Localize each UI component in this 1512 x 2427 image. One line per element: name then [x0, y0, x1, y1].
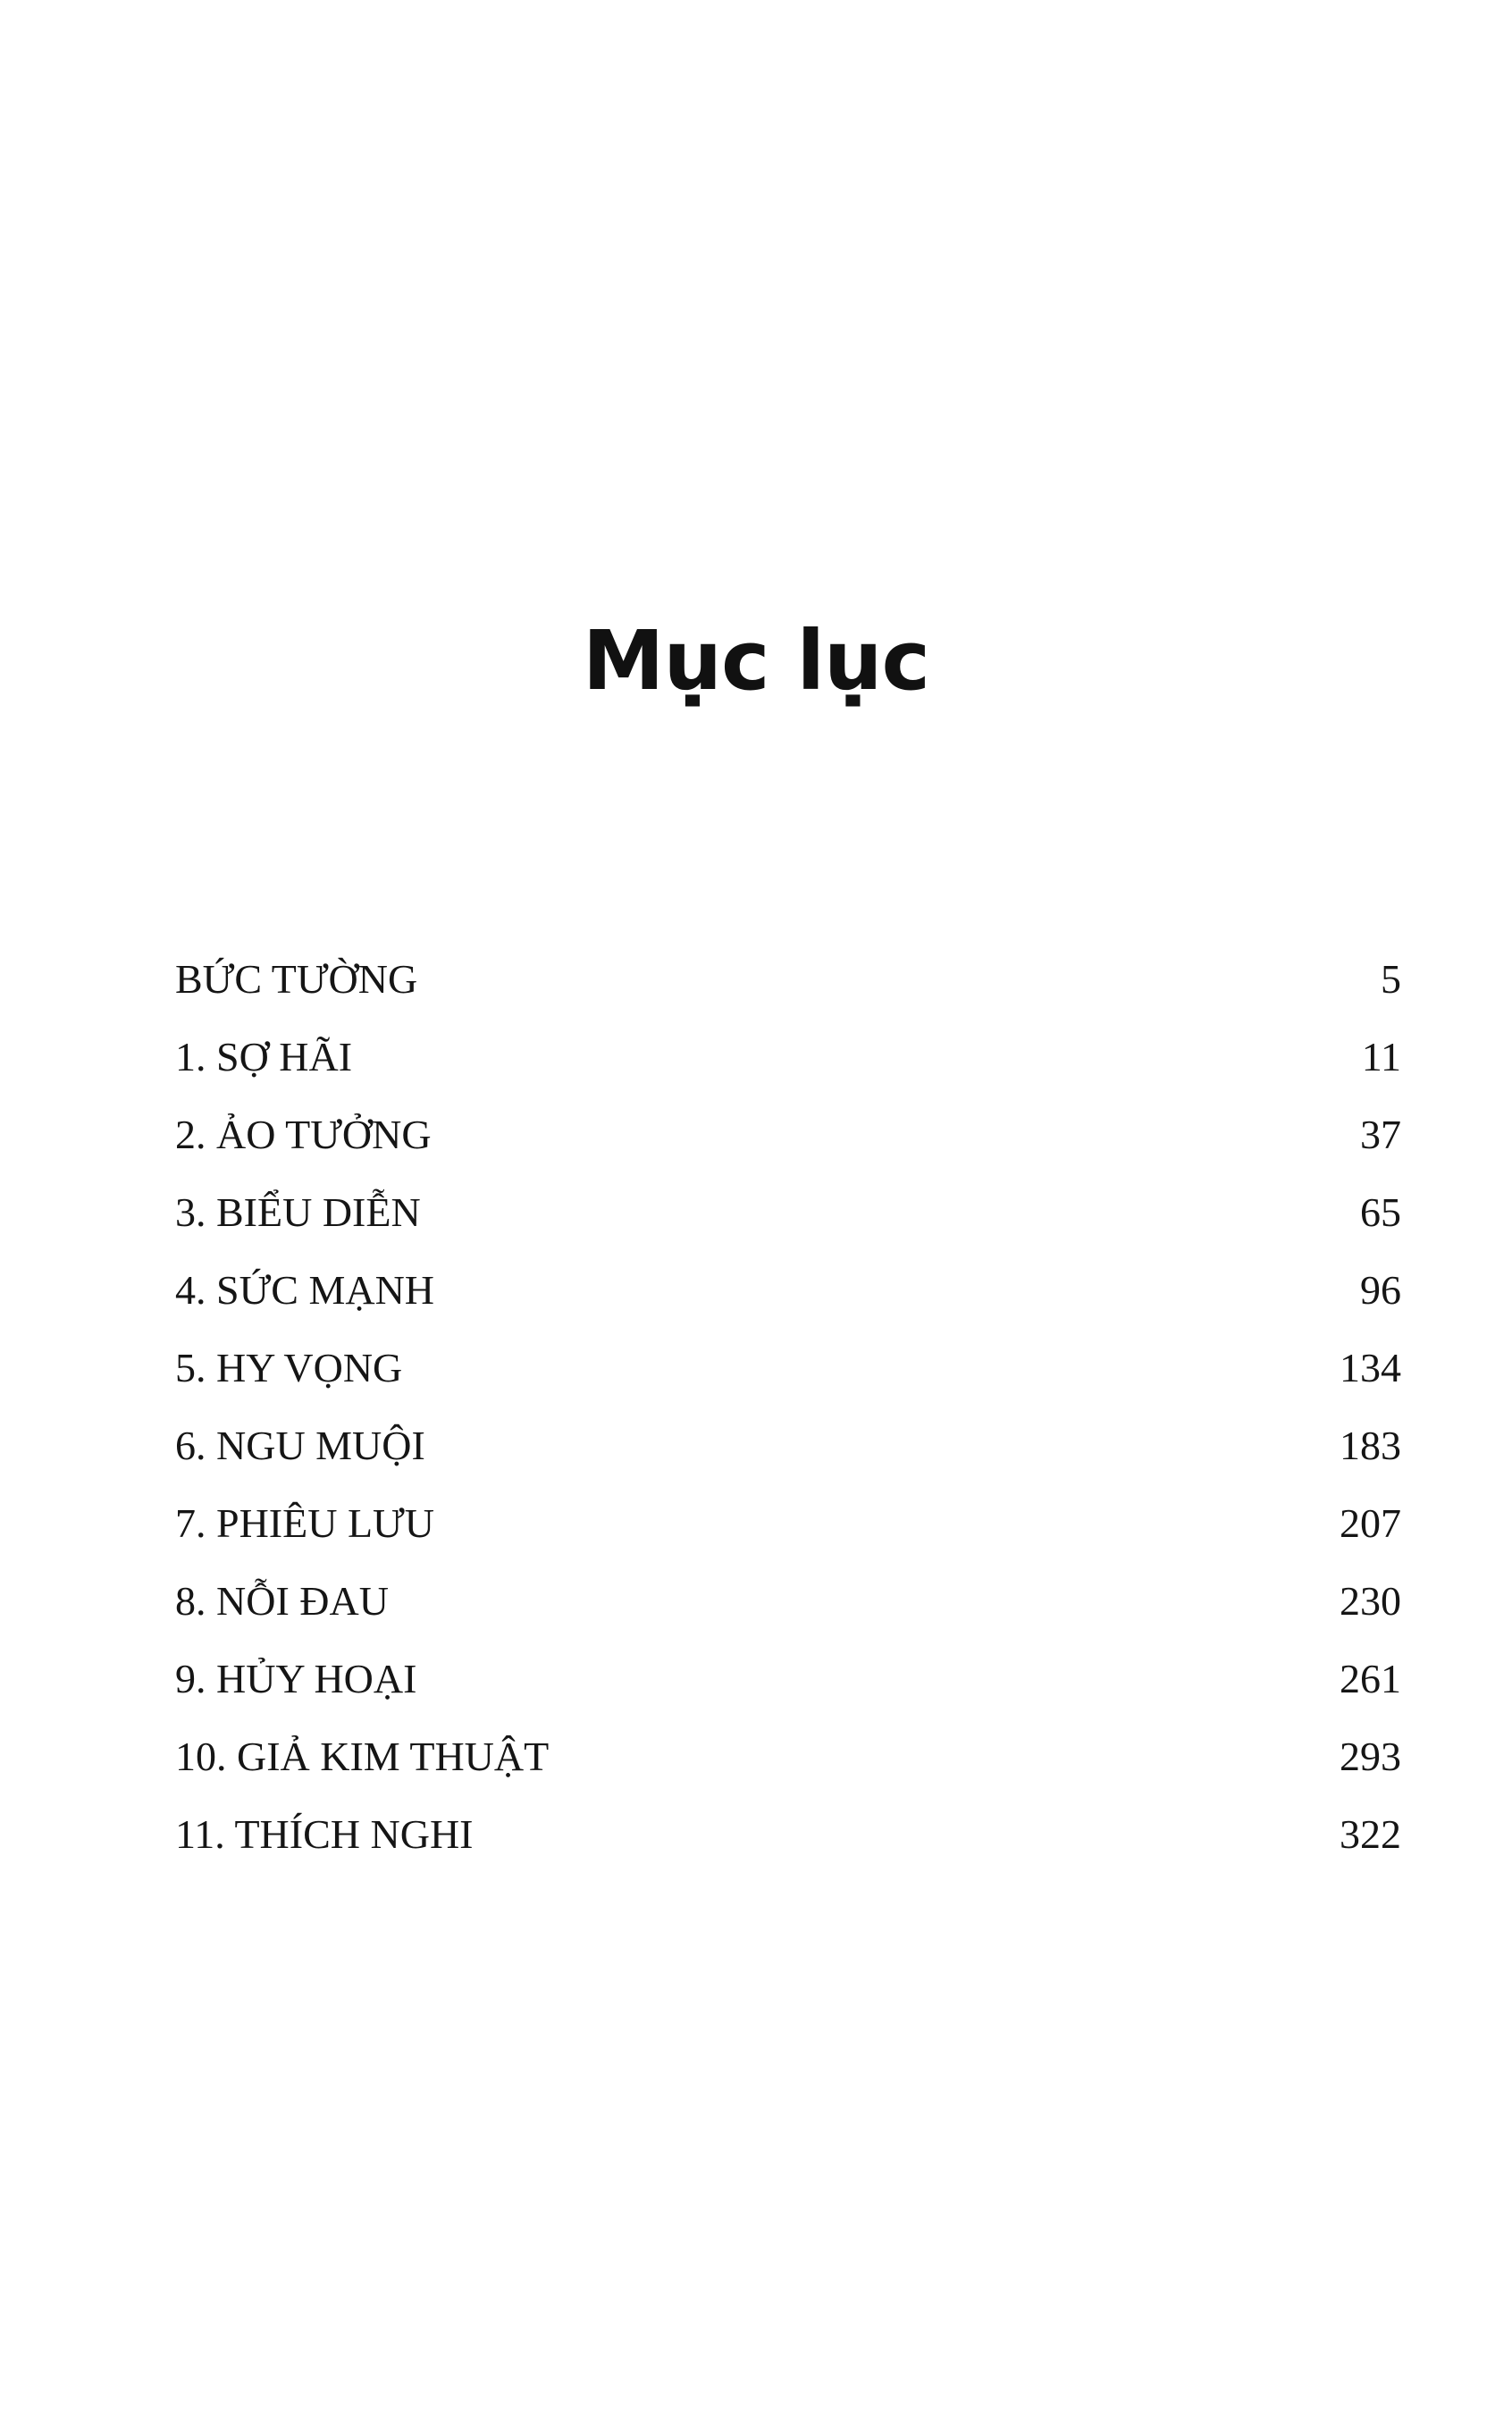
- toc-entry-page-number: 11: [1361, 1034, 1401, 1079]
- toc-entry-title: 9. HỦY HOẠI: [175, 1656, 417, 1701]
- table-of-contents: [175, 940, 1401, 1873]
- toc-entry-page-number: 37: [1360, 1112, 1401, 1157]
- toc-entry: [175, 1795, 1401, 1873]
- toc-entry: [175, 1640, 1401, 1717]
- toc-entry-page-number: 293: [1340, 1734, 1401, 1779]
- toc-entry: [175, 1096, 1401, 1173]
- toc-entry-page-number: 134: [1340, 1345, 1401, 1390]
- page-title: Mục lục: [582, 612, 930, 709]
- toc-entry-title: 8. NỖI ĐAU: [175, 1578, 389, 1624]
- toc-entry-page-number: 183: [1340, 1423, 1401, 1468]
- toc-entry-title: 1. SỢ HÃI: [175, 1034, 353, 1079]
- toc-entry-page-number: 96: [1360, 1267, 1401, 1313]
- toc-entry: [175, 1018, 1401, 1096]
- toc-entry-page-number: 65: [1360, 1189, 1401, 1235]
- toc-entry-page-number: 261: [1340, 1656, 1401, 1701]
- toc-entry: [175, 1329, 1401, 1407]
- toc-entry-title: BỨC TƯỜNG: [175, 956, 418, 1002]
- toc-entry-page-number: 5: [1381, 956, 1401, 1002]
- toc-entry-title: 5. HY VỌNG: [175, 1345, 403, 1390]
- toc-entry-page-number: 230: [1340, 1578, 1401, 1624]
- toc-entry: [175, 1173, 1401, 1251]
- toc-entry-page-number: 207: [1340, 1500, 1401, 1546]
- toc-entry: [175, 940, 1401, 1018]
- toc-entry: [175, 1717, 1401, 1795]
- toc-entry: [175, 1251, 1401, 1329]
- toc-entry-title: 7. PHIÊU LƯU: [175, 1500, 434, 1546]
- toc-entry: [175, 1407, 1401, 1484]
- toc-entry-page-number: 322: [1340, 1811, 1401, 1857]
- toc-entry-title: 2. ẢO TƯỞNG: [175, 1112, 432, 1157]
- toc-entry: [175, 1484, 1401, 1562]
- toc-entry-title: 10. GIẢ KIM THUẬT: [175, 1734, 550, 1779]
- toc-entry-title: 3. BIỂU DIỄN: [175, 1189, 421, 1235]
- toc-entry: [175, 1562, 1401, 1640]
- toc-entry-title: 11. THÍCH NGHI: [175, 1811, 474, 1857]
- toc-entry-title: 4. SỨC MẠNH: [175, 1267, 435, 1313]
- toc-entry-title: 6. NGU MUỘI: [175, 1423, 425, 1468]
